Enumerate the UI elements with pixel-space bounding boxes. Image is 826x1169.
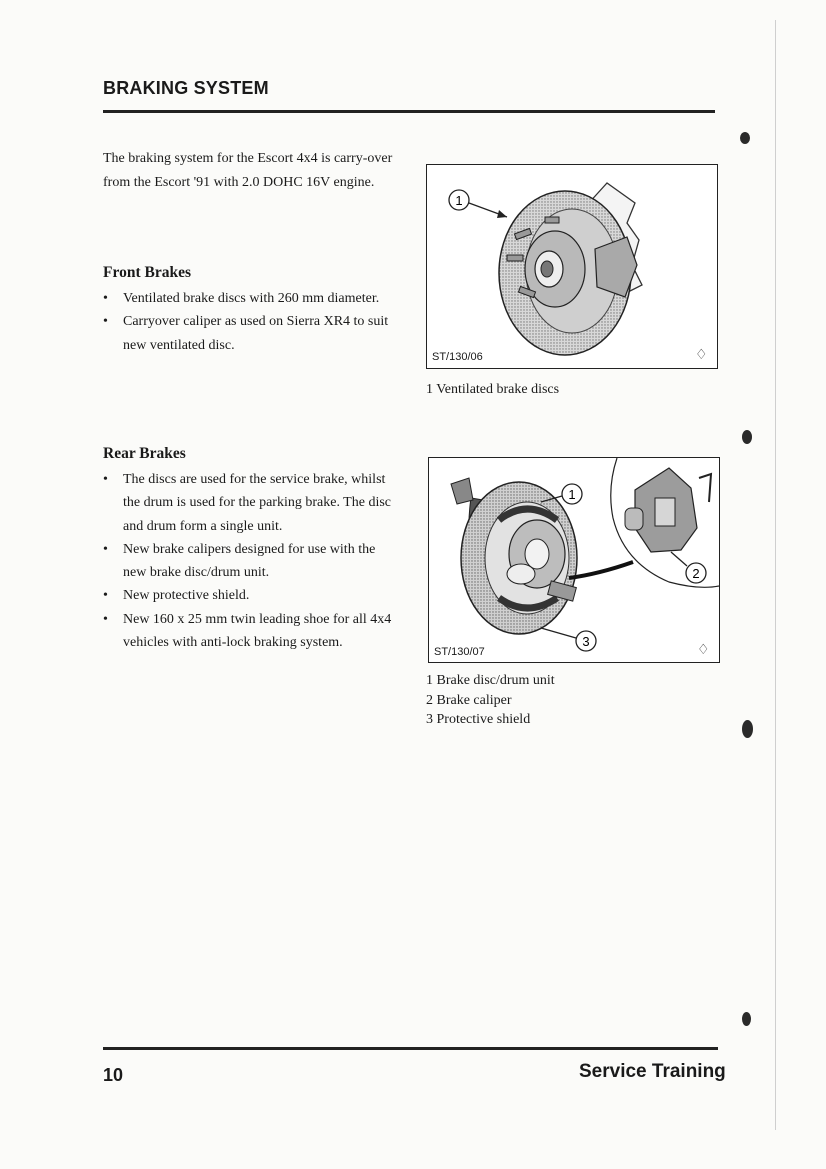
ford-logo-icon: ♢ bbox=[697, 643, 710, 658]
list-item: • Ventilated brake discs with 260 mm diameter. bbox=[103, 287, 393, 310]
caption-item: 1 Brake disc/drum unit bbox=[426, 673, 555, 688]
list-item: • The discs are used for the service brake, whilst the drum is used for the parking brake. The disc and drum form a single unit. bbox=[103, 468, 393, 538]
footer-title: Service Training bbox=[579, 1061, 726, 1082]
punch-hole-mark bbox=[742, 720, 753, 738]
intro-paragraph: The braking system for the Escort 4x4 is carry-over from the Escort '91 with 2.0 DOHC 16V engine. bbox=[103, 151, 393, 190]
list-item: • New 160 x 25 mm twin leading shoe for all 4x4 vehicles with anti-lock braking system. bbox=[103, 608, 393, 655]
rear-brakes-heading: Rear Brakes bbox=[103, 445, 186, 462]
punch-hole-mark bbox=[740, 132, 750, 144]
punch-hole-mark bbox=[742, 430, 752, 444]
front-brakes-heading: Front Brakes bbox=[103, 264, 191, 281]
figure2-captions bbox=[426, 671, 555, 730]
figure-rear-brake-unit bbox=[428, 457, 720, 663]
figure2-callout-3: 3 bbox=[582, 634, 590, 649]
rear-brakes-list bbox=[103, 468, 393, 654]
footer-rule bbox=[103, 1047, 718, 1050]
list-item: • New protective shield. bbox=[103, 584, 393, 607]
figure1-caption: 1 Ventilated brake discs bbox=[426, 382, 560, 397]
figure1-code: ST/130/06 bbox=[432, 351, 483, 363]
rear-brake-illustration bbox=[429, 458, 719, 662]
page-number: 10 bbox=[103, 1065, 124, 1085]
figure2-code: ST/130/07 bbox=[434, 646, 485, 658]
ford-logo-icon: ♢ bbox=[695, 348, 708, 363]
caption-item: 3 Protective shield bbox=[426, 712, 531, 727]
figure1-callout-1: 1 bbox=[455, 193, 463, 208]
punch-hole-mark bbox=[742, 1012, 751, 1026]
figure2-callout-2: 2 bbox=[692, 566, 700, 581]
figure2-callout-1: 1 bbox=[568, 487, 576, 502]
header-rule bbox=[103, 110, 715, 113]
figure-front-brake-disc bbox=[426, 164, 718, 369]
page-edge-line bbox=[775, 20, 776, 1130]
front-brake-illustration bbox=[427, 165, 717, 368]
list-item: • New brake calipers designed for use with the new brake disc/drum unit. bbox=[103, 538, 393, 585]
caption-item: 2 Brake caliper bbox=[426, 692, 512, 708]
front-brakes-list bbox=[103, 287, 393, 357]
section-title: BRAKING SYSTEM bbox=[103, 78, 269, 98]
list-item: • Carryover caliper as used on Sierra XR4 to suit new ventilated disc. bbox=[103, 310, 393, 357]
